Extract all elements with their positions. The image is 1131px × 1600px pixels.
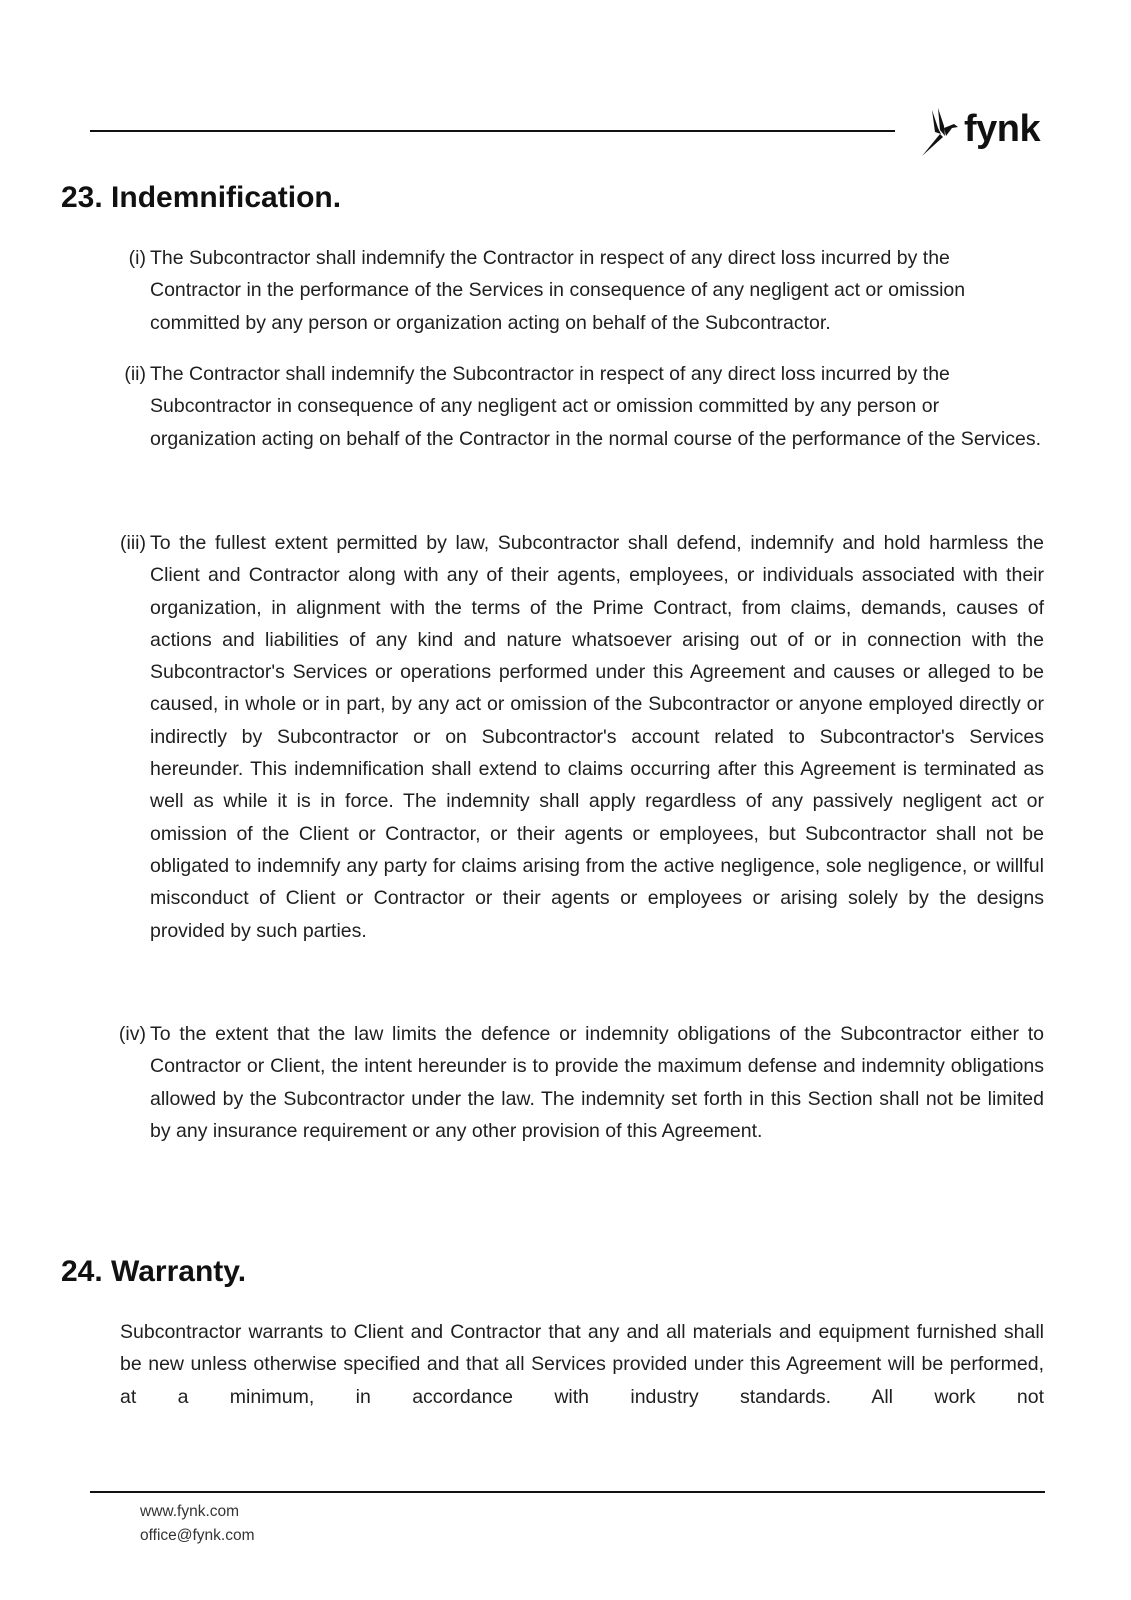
header-divider — [90, 130, 895, 132]
clause-number: (iv) — [118, 1023, 146, 1045]
fynk-bird-icon — [918, 104, 962, 160]
footer-website: www.fynk.com — [140, 1503, 240, 1520]
footer-divider — [90, 1491, 1045, 1493]
clause-i — [128, 242, 1044, 339]
warranty-paragraph: Subcontractor warrants to Client and Contractor that any and all materials and equipment furnished shall be new unless otherwise specified and that all Services provided under this Agreement will be performed, at a minimum, in accordance with industry standards. All work not — [120, 1321, 1044, 1408]
company-logo — [918, 104, 1048, 160]
clause-number: (iii) — [120, 532, 146, 554]
section-heading-warranty: 24. Warranty. — [61, 1255, 247, 1288]
clause-iii — [120, 527, 1044, 947]
clause-number: (ii) — [124, 363, 146, 385]
clause-text: To the fullest extent permitted by law, Subcontractor shall defend, indemnify and hold harmless the Client and Contractor along with any of their agents, employees, or individuals associated with their organization, in alignment with the terms of the Prime Contract, from claims, demands, causes of actions and liabilities of any kind and nature whatsoever arising out of or in connection with the Subcontractor's Services or operations performed under this Agreement and causes or alleged to be caused, in whole or in part, by any act or omission of the Subcontractor or anyone employed directly or indirectly by Subcontractor or on Subcontractor's account related to Subcontractor's Services hereunder. This indemnification shall extend to claims occurring after this Agreement is terminated as well as while it is in force. The indemnity shall apply regardless of any passively negligent act or omission of the Client or Contractor, or their agents or employees, but Subcontractor shall not be obligated to indemnify any party for claims arising from the active negligence, sole negligence, or willful misconduct of Client or Contractor or their agents or employees or arising solely by the designs provided by such parties. — [150, 532, 1044, 942]
clause-iv — [118, 1018, 1044, 1147]
clause-text: The Subcontractor shall indemnify the Contractor in respect of any direct loss incurred by the Contractor in the performance of the Services in consequence of any negligent act or omission committed by any person or organization acting on behalf of the Subcontractor. — [150, 247, 966, 334]
clause-text: To the extent that the law limits the defence or indemnity obligations of the Subcontractor either to Contractor or Client, the intent hereunder is to provide the maximum defense and indemnity obligations allowed by the Subcontractor under the law. The indemnity set forth in this Section shall not be limited by any insurance requirement or any other provision of this Agreement. — [150, 1023, 1044, 1142]
logo-wordmark: fynk — [964, 107, 1041, 150]
clause-number: (i) — [128, 247, 146, 269]
clause-ii — [124, 358, 1044, 455]
footer-email: office@fynk.com — [140, 1527, 255, 1544]
clause-text: The Contractor shall indemnify the Subcontractor in respect of any direct loss incurred by the Subcontractor in consequence of any negligent act or omission committed by any person or organization acting on behalf of the Contractor in the normal course of the performance of the Services. — [150, 363, 1042, 450]
section-heading-indemnification: 23. Indemnification. — [61, 181, 342, 214]
